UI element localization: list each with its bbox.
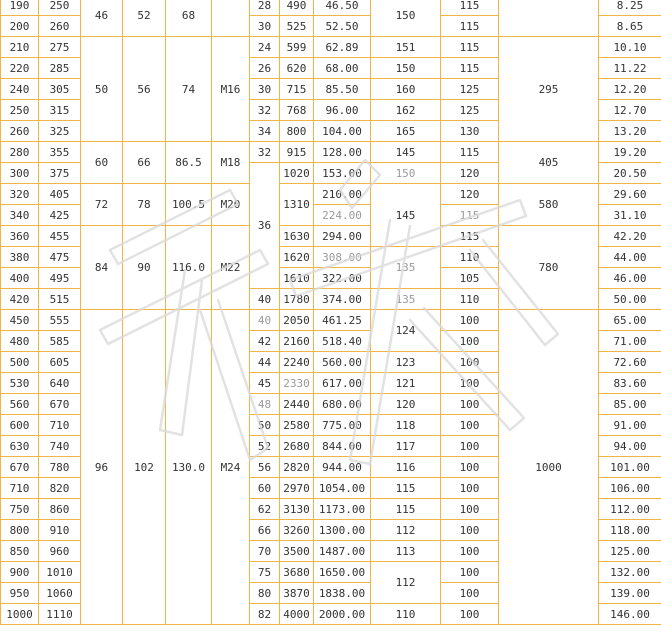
cell (212, 0, 250, 37)
cell: 2050 (280, 310, 314, 331)
cell: 100 (441, 457, 499, 478)
cell: 1010 (39, 562, 81, 583)
cell: 1054.00 (314, 478, 371, 499)
cell: 405 (499, 142, 599, 184)
table-row (1, 226, 661, 247)
cell: 96 (81, 310, 123, 625)
cell: 960 (39, 541, 81, 562)
cell: 94.00 (599, 436, 661, 457)
cell: 8.25 (599, 0, 661, 16)
cell: 44.00 (599, 247, 661, 268)
cell: 450 (1, 310, 39, 331)
cell: 530 (1, 373, 39, 394)
cell: 115 (441, 205, 499, 226)
cell: 130 (441, 121, 499, 142)
cell: 1780 (280, 289, 314, 310)
cell: 24 (250, 37, 280, 58)
cell: 820 (39, 478, 81, 499)
cell: 320 (1, 184, 39, 205)
cell: 85.00 (599, 394, 661, 415)
cell: 100 (441, 415, 499, 436)
cell: 490 (280, 0, 314, 16)
cell: 52.50 (314, 16, 371, 37)
cell: 2820 (280, 457, 314, 478)
cell: 83.60 (599, 373, 661, 394)
cell: 100 (441, 499, 499, 520)
cell: 110 (371, 604, 441, 625)
cell: 210.00 (314, 184, 371, 205)
table-row (1, 184, 661, 205)
cell: 8.65 (599, 16, 661, 37)
cell: 106.00 (599, 478, 661, 499)
cell: 900 (1, 562, 39, 583)
cell: 130.0 (166, 310, 212, 625)
table-row (1, 310, 661, 331)
cell: 250 (1, 100, 39, 121)
cell: 82 (250, 604, 280, 625)
cell: 100 (441, 394, 499, 415)
cell: 294.00 (314, 226, 371, 247)
cell: 380 (1, 247, 39, 268)
cell: 1000 (499, 310, 599, 625)
cell: 50 (81, 37, 123, 142)
cell: 100 (441, 310, 499, 331)
cell: 19.20 (599, 142, 661, 163)
cell: 3870 (280, 583, 314, 604)
cell: 20.50 (599, 163, 661, 184)
cell: 31.10 (599, 205, 661, 226)
cell: 285 (39, 58, 81, 79)
cell: 800 (280, 121, 314, 142)
cell: 62.89 (314, 37, 371, 58)
cell: 112 (371, 562, 441, 604)
cell: 60 (250, 478, 280, 499)
cell: 75 (250, 562, 280, 583)
cell: 640 (39, 373, 81, 394)
cell: M24 (212, 310, 250, 625)
cell: 275 (39, 37, 81, 58)
cell: 150 (371, 58, 441, 79)
cell: 224.00 (314, 205, 371, 226)
cell: 560 (1, 394, 39, 415)
table-row (1, 37, 661, 58)
cell: 220 (1, 58, 39, 79)
cell: 860 (39, 499, 81, 520)
cell: 115 (441, 37, 499, 58)
cell: 480 (1, 331, 39, 352)
cell: 44 (250, 352, 280, 373)
cell: 750 (1, 499, 39, 520)
cell: 96.00 (314, 100, 371, 121)
cell: 605 (39, 352, 81, 373)
cell: 26 (250, 58, 280, 79)
cell: 70 (250, 541, 280, 562)
cell: 768 (280, 100, 314, 121)
cell: 62 (250, 499, 280, 520)
cell: 151 (371, 37, 441, 58)
cell: 355 (39, 142, 81, 163)
cell (499, 0, 599, 37)
cell: 1610 (280, 268, 314, 289)
cell: 2440 (280, 394, 314, 415)
cell: 210 (1, 37, 39, 58)
cell: 617.00 (314, 373, 371, 394)
cell: 102 (123, 310, 166, 625)
cell: 100 (441, 373, 499, 394)
cell: 116 (371, 457, 441, 478)
cell: 36 (250, 163, 280, 289)
cell: 295 (499, 37, 599, 142)
cell: 461.25 (314, 310, 371, 331)
cell: 710 (1, 478, 39, 499)
cell: M16 (212, 37, 250, 142)
cell: 260 (1, 121, 39, 142)
cell: 2580 (280, 415, 314, 436)
cell: 585 (39, 331, 81, 352)
cell: 56 (123, 37, 166, 142)
cell: 68 (166, 0, 212, 37)
cell: 420 (1, 289, 39, 310)
cell: 1620 (280, 247, 314, 268)
cell: 944.00 (314, 457, 371, 478)
cell: 115 (441, 0, 499, 16)
cell: 2970 (280, 478, 314, 499)
cell: 116.0 (166, 226, 212, 310)
cell: 112 (371, 520, 441, 541)
cell: 60 (81, 142, 123, 184)
cell: 115 (371, 499, 441, 520)
cell: 3680 (280, 562, 314, 583)
cell: 101.00 (599, 457, 661, 478)
cell: 630 (1, 436, 39, 457)
cell: 4000 (280, 604, 314, 625)
cell: 146.00 (599, 604, 661, 625)
cell: 620 (280, 58, 314, 79)
cell: 844.00 (314, 436, 371, 457)
cell: 40 (250, 289, 280, 310)
cell: 2240 (280, 352, 314, 373)
cell: 80 (250, 583, 280, 604)
cell: 115 (441, 226, 499, 247)
cell: 105 (441, 268, 499, 289)
cell: 560.00 (314, 352, 371, 373)
cell: 100 (441, 520, 499, 541)
cell: 12.20 (599, 79, 661, 100)
cell: 1650.00 (314, 562, 371, 583)
cell: 68.00 (314, 58, 371, 79)
cell: 34 (250, 121, 280, 142)
cell: 670 (1, 457, 39, 478)
cell: 525 (280, 16, 314, 37)
cell: 50 (250, 415, 280, 436)
cell: 1173.00 (314, 499, 371, 520)
cell: 280 (1, 142, 39, 163)
cell: 28 (250, 0, 280, 16)
cell: 322.00 (314, 268, 371, 289)
cell: 85.50 (314, 79, 371, 100)
cell: 2000.00 (314, 604, 371, 625)
cell: 29.60 (599, 184, 661, 205)
cell: 495 (39, 268, 81, 289)
cell: 1060 (39, 583, 81, 604)
cell: 10.10 (599, 37, 661, 58)
cell: 52 (123, 0, 166, 37)
cell: 200 (1, 16, 39, 37)
cell: 3260 (280, 520, 314, 541)
cell: 775.00 (314, 415, 371, 436)
cell: 680.00 (314, 394, 371, 415)
cell: 118 (371, 415, 441, 436)
cell: M20 (212, 184, 250, 226)
cell: 100 (441, 604, 499, 625)
cell: 240 (1, 79, 39, 100)
cell: 315 (39, 100, 81, 121)
cell: 325 (39, 121, 81, 142)
cell: 375 (39, 163, 81, 184)
cell: 50.00 (599, 289, 661, 310)
cell: 165 (371, 121, 441, 142)
cell: 153.00 (314, 163, 371, 184)
cell: 11.22 (599, 58, 661, 79)
cell: 123 (371, 352, 441, 373)
cell: 71.00 (599, 331, 661, 352)
cell: 425 (39, 205, 81, 226)
cell: 300 (1, 163, 39, 184)
cell: 260 (39, 16, 81, 37)
cell: 120 (371, 394, 441, 415)
cell: 121 (371, 373, 441, 394)
cell: 2330 (280, 373, 314, 394)
cell: 45 (250, 373, 280, 394)
table-row (1, 0, 661, 16)
cell: 124 (371, 310, 441, 352)
cell: 139.00 (599, 583, 661, 604)
cell: 670 (39, 394, 81, 415)
cell: 115 (441, 16, 499, 37)
cell: 518.40 (314, 331, 371, 352)
cell: 1110 (39, 604, 81, 625)
cell: 740 (39, 436, 81, 457)
cell: 150 (371, 0, 441, 37)
cell: 72.60 (599, 352, 661, 373)
cell: 599 (280, 37, 314, 58)
cell: M22 (212, 226, 250, 310)
cell: 3130 (280, 499, 314, 520)
cell: 100 (441, 436, 499, 457)
cell: 46.50 (314, 0, 371, 16)
cell: 305 (39, 79, 81, 100)
cell: 52 (250, 436, 280, 457)
cell: 145 (371, 184, 441, 247)
cell: 308.00 (314, 247, 371, 268)
cell: 400 (1, 268, 39, 289)
cell: 950 (1, 583, 39, 604)
cell: 30 (250, 79, 280, 100)
cell: 1300.00 (314, 520, 371, 541)
cell: 125 (441, 79, 499, 100)
cell: 12.70 (599, 100, 661, 121)
cell: 104.00 (314, 121, 371, 142)
cell: 13.20 (599, 121, 661, 142)
cell: 30 (250, 16, 280, 37)
cell: 100 (441, 478, 499, 499)
cell: 374.00 (314, 289, 371, 310)
cell: 715 (280, 79, 314, 100)
cell: 32 (250, 100, 280, 121)
cell: 915 (280, 142, 314, 163)
cell: 66 (123, 142, 166, 184)
cell: 120 (441, 184, 499, 205)
cell: 118.00 (599, 520, 661, 541)
cell: 1020 (280, 163, 314, 184)
cell: 780 (499, 226, 599, 310)
cell: 115 (371, 478, 441, 499)
cell: 2160 (280, 331, 314, 352)
cell: 90 (123, 226, 166, 310)
cell: 850 (1, 541, 39, 562)
table-row (1, 142, 661, 163)
cell: 340 (1, 205, 39, 226)
cell: 1487.00 (314, 541, 371, 562)
cell: 100 (441, 562, 499, 583)
cell: 91.00 (599, 415, 661, 436)
cell: 150 (371, 163, 441, 184)
cell: 56 (250, 457, 280, 478)
cell: 112.00 (599, 499, 661, 520)
cell: 100 (441, 352, 499, 373)
cell: 125 (441, 100, 499, 121)
cell: 515 (39, 289, 81, 310)
cell: 145 (371, 142, 441, 163)
cell: 74 (166, 37, 212, 142)
cell: 580 (499, 184, 599, 226)
cell: 1000 (1, 604, 39, 625)
cell: 1630 (280, 226, 314, 247)
cell: 125.00 (599, 541, 661, 562)
cell: 800 (1, 520, 39, 541)
cell: 65.00 (599, 310, 661, 331)
cell: 405 (39, 184, 81, 205)
cell: 117 (371, 436, 441, 457)
cell: 100 (441, 583, 499, 604)
cell: 42.20 (599, 226, 661, 247)
cell: 910 (39, 520, 81, 541)
cell: 500 (1, 352, 39, 373)
cell: 100 (441, 331, 499, 352)
cell: 46 (81, 0, 123, 37)
cell: 120 (441, 163, 499, 184)
cell: 3500 (280, 541, 314, 562)
cell: M18 (212, 142, 250, 184)
cell: 100 (441, 541, 499, 562)
cell: 360 (1, 226, 39, 247)
cell: 100.5 (166, 184, 212, 226)
cell: 132.00 (599, 562, 661, 583)
cell: 135 (371, 247, 441, 289)
cell: 78 (123, 184, 166, 226)
cell: 475 (39, 247, 81, 268)
cell: 135 (371, 289, 441, 310)
cell: 66 (250, 520, 280, 541)
cell: 128.00 (314, 142, 371, 163)
cell: 600 (1, 415, 39, 436)
cell: 110 (441, 247, 499, 268)
cell: 2680 (280, 436, 314, 457)
cell: 86.5 (166, 142, 212, 184)
cell: 160 (371, 79, 441, 100)
cell: 455 (39, 226, 81, 247)
cell: 1838.00 (314, 583, 371, 604)
cell: 84 (81, 226, 123, 310)
cell: 250 (39, 0, 81, 16)
cell: 162 (371, 100, 441, 121)
cell: 72 (81, 184, 123, 226)
cell: 555 (39, 310, 81, 331)
cell: 780 (39, 457, 81, 478)
cell: 110 (441, 289, 499, 310)
cell: 115 (441, 58, 499, 79)
cell: 48 (250, 394, 280, 415)
cell: 710 (39, 415, 81, 436)
cell: 1310 (280, 184, 314, 226)
cell: 113 (371, 541, 441, 562)
cell: 190 (1, 0, 39, 16)
cell: 42 (250, 331, 280, 352)
cell: 32 (250, 142, 280, 163)
cell: 115 (441, 142, 499, 163)
cell: 46.00 (599, 268, 661, 289)
cell: 40 (250, 310, 280, 331)
